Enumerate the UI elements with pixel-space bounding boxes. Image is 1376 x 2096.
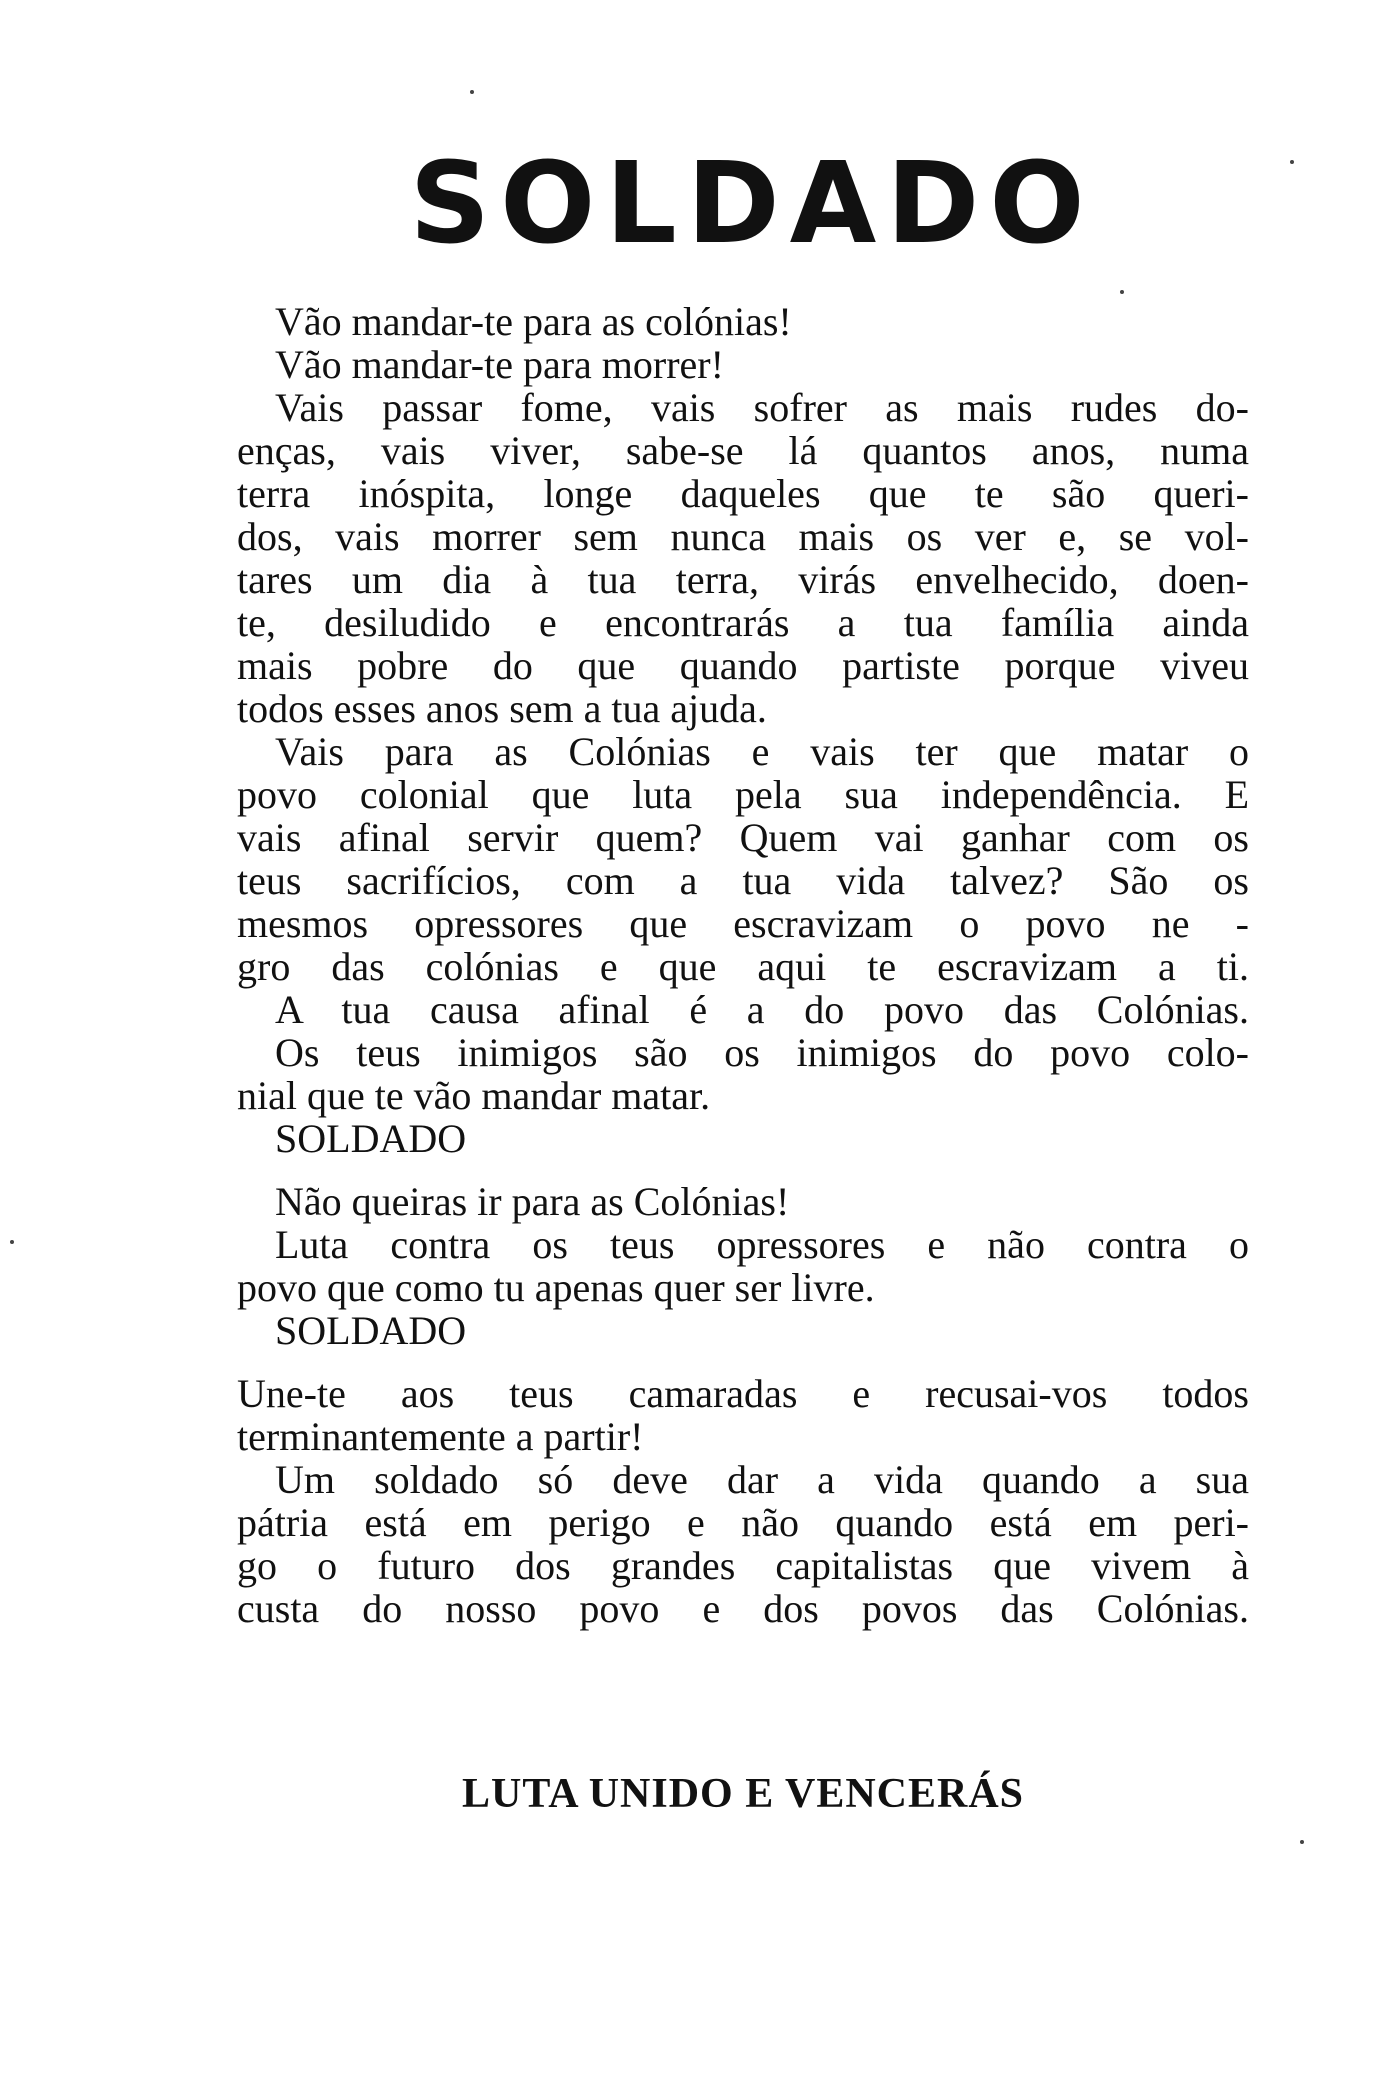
ink-speck xyxy=(10,1240,14,1244)
text-line: Os teus inimigos são os inimigos do povo colo- xyxy=(275,1030,1249,1075)
ink-speck xyxy=(1290,160,1294,164)
ink-speck xyxy=(1120,290,1124,294)
section-heading: SOLDADO xyxy=(275,1116,467,1161)
text-line: gro das colónias e que aqui te escravizam a ti. xyxy=(237,944,1249,989)
text-line: Vão mandar-te para as colónias! xyxy=(275,299,792,344)
text-line: te, desiludido e encontrarás a tua família ainda xyxy=(237,600,1249,645)
text-line: terra inóspita, longe daqueles que te são queri- xyxy=(237,471,1249,516)
text-line: Vais passar fome, vais sofrer as mais rudes do- xyxy=(275,385,1249,430)
text-line: Um soldado só deve dar a vida quando a sua xyxy=(275,1457,1249,1502)
closing-slogan: LUTA UNIDO E VENCERÁS xyxy=(461,1771,1025,1817)
text-line: enças, vais viver, sabe-se lá quantos anos, numa xyxy=(237,428,1249,473)
text-line: Vais para as Colónias e vais ter que matar o xyxy=(275,729,1249,774)
text-line: mesmos opressores que escravizam o povo ne - xyxy=(237,901,1249,946)
ink-speck xyxy=(470,90,474,94)
text-line: todos esses anos sem a tua ajuda. xyxy=(237,686,767,731)
ink-speck xyxy=(1300,1840,1304,1844)
text-line: Luta contra os teus opressores e não contra o xyxy=(275,1222,1249,1267)
text-line: dos, vais morrer sem nunca mais os ver e, se vol- xyxy=(237,514,1249,559)
text-line: vais afinal servir quem? Quem vai ganhar com os xyxy=(237,815,1249,860)
text-line: terminantemente a partir! xyxy=(237,1414,644,1459)
text-line: teus sacrifícios, com a tua vida talvez? São os xyxy=(237,858,1249,903)
section-heading: SOLDADO xyxy=(275,1308,467,1353)
leaflet-body xyxy=(237,300,1249,1630)
page-title: SOLDADO xyxy=(409,139,1095,269)
text-line: pátria está em perigo e não quando está em peri- xyxy=(237,1500,1249,1545)
text-line: mais pobre do que quando partiste porque viveu xyxy=(237,643,1249,688)
text-line: Une-te aos teus camaradas e recusai-vos todos xyxy=(237,1371,1249,1416)
text-line: A tua causa afinal é a do povo das Colónias. xyxy=(275,987,1249,1032)
text-line: go o futuro dos grandes capitalistas que vivem à xyxy=(237,1543,1249,1588)
text-line: tares um dia à tua terra, virás envelhecido, doen- xyxy=(237,557,1249,602)
text-line: povo colonial que luta pela sua independência. E xyxy=(237,772,1249,817)
text-line: Vão mandar-te para morrer! xyxy=(275,342,724,387)
text-line: povo que como tu apenas quer ser livre. xyxy=(237,1265,875,1310)
text-line: custa do nosso povo e dos povos das Colónias. xyxy=(237,1586,1249,1631)
text-line: nial que te vão mandar matar. xyxy=(237,1073,711,1118)
text-line: Não queiras ir para as Colónias! xyxy=(275,1179,790,1224)
